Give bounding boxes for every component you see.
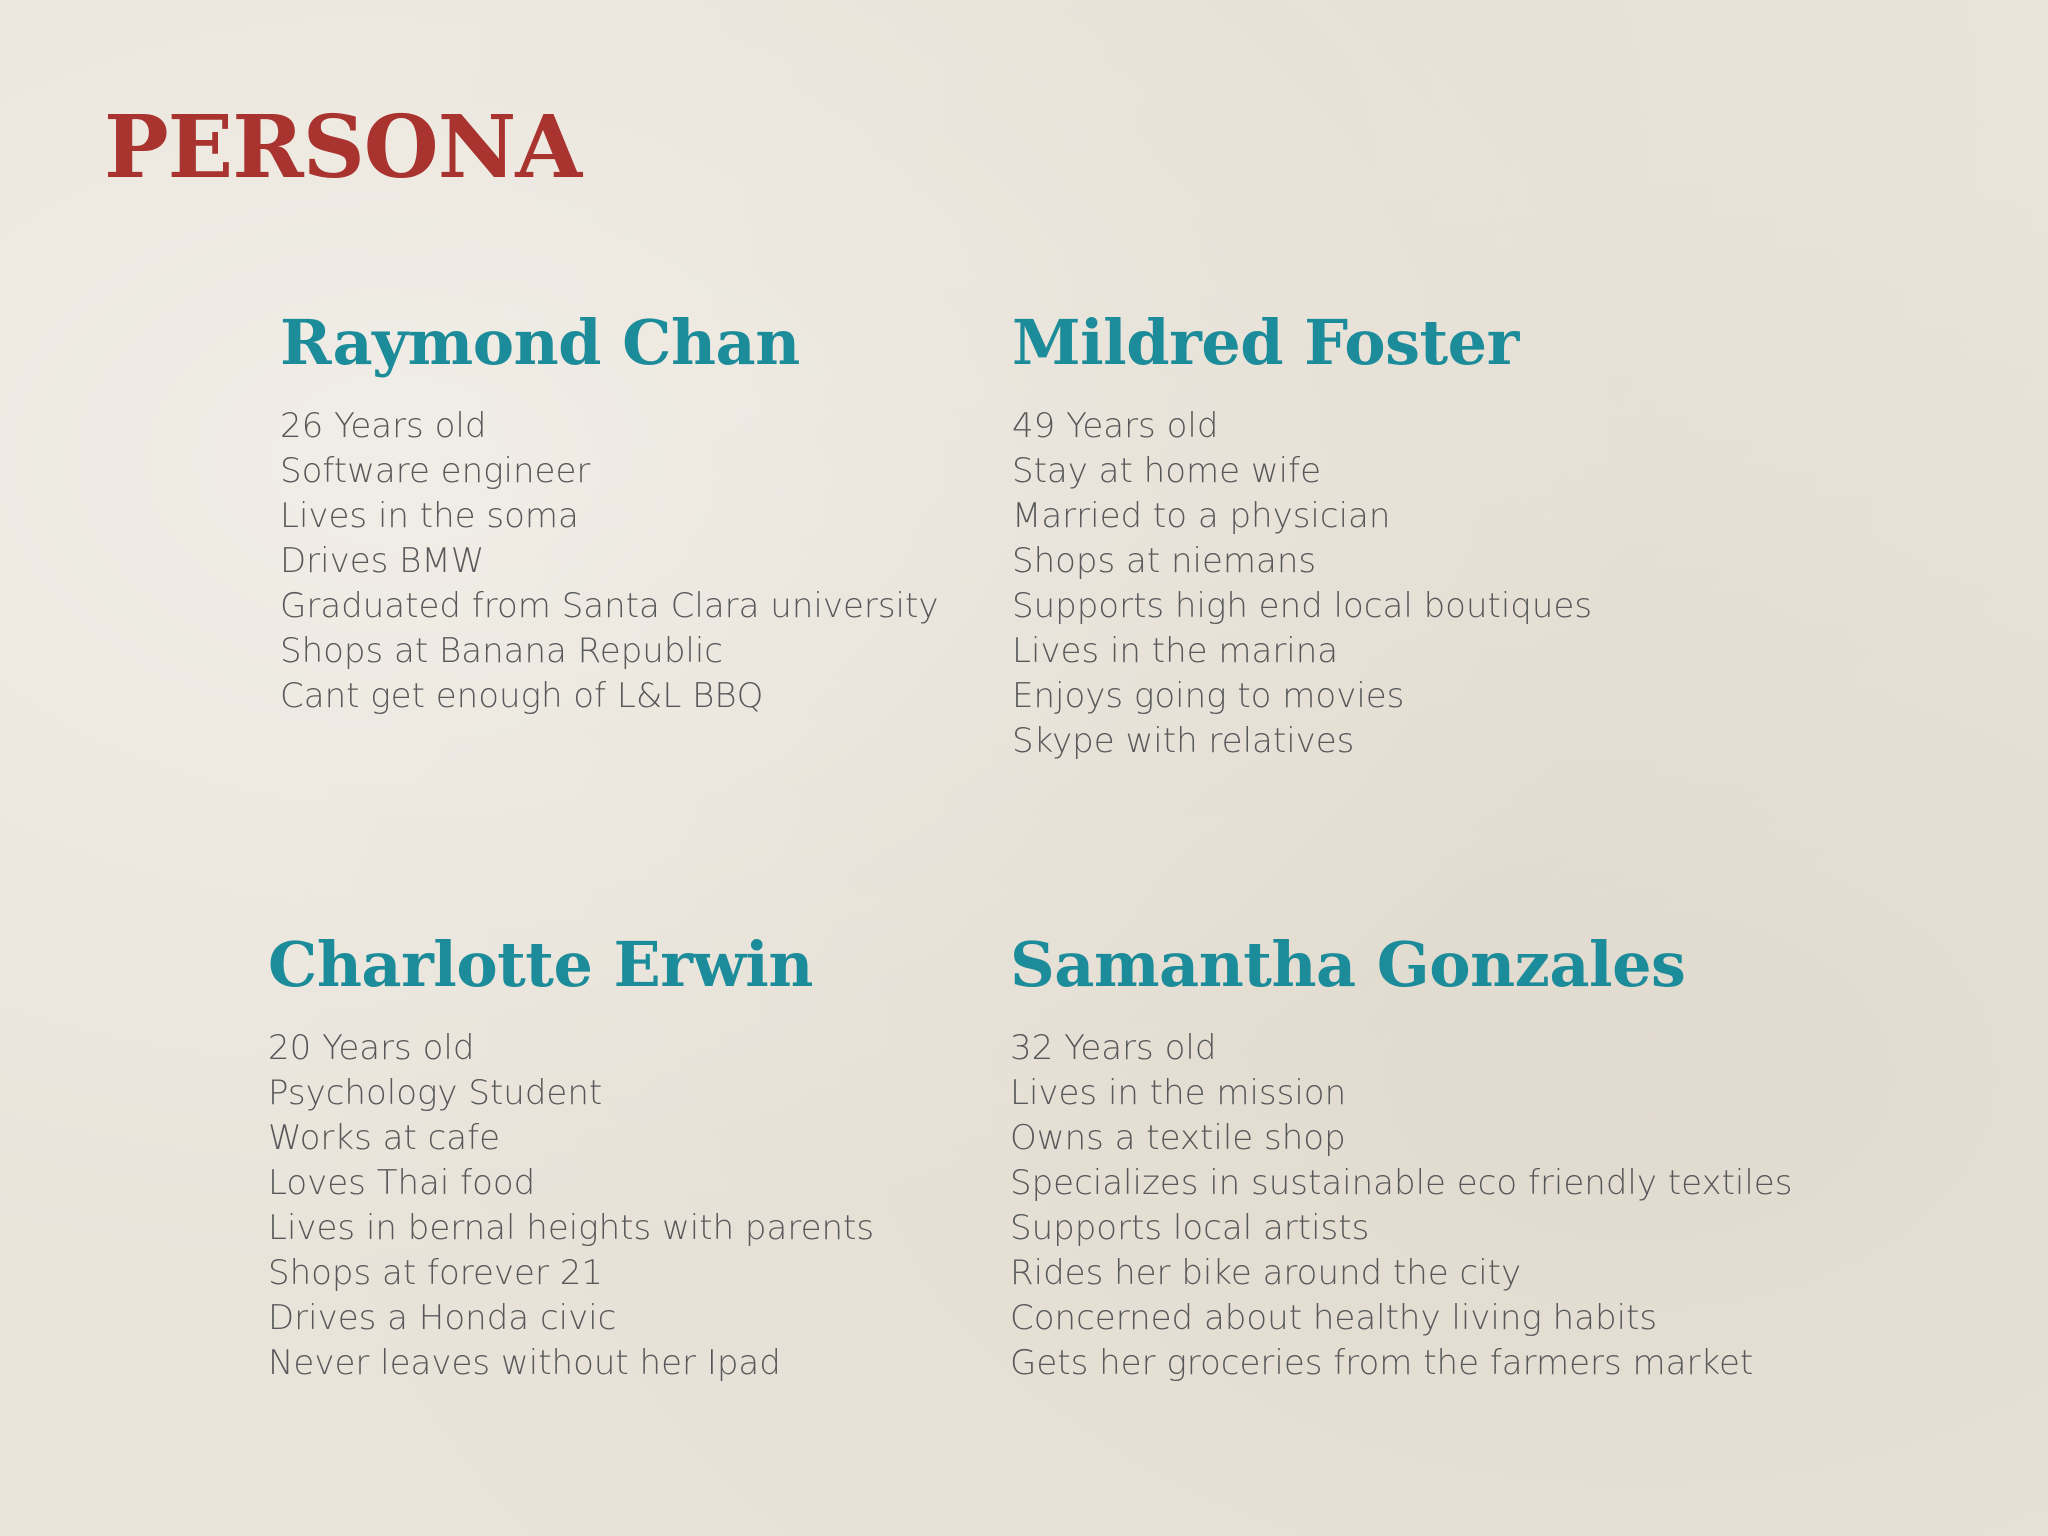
- persona-card: [1010, 928, 1792, 1386]
- persona-trait: Lives in the soma: [280, 496, 579, 537]
- page-title: PERSONA: [104, 97, 582, 198]
- persona-trait: Loves Thai food: [268, 1163, 536, 1204]
- persona-trait: Psychology Student: [268, 1073, 603, 1114]
- persona-trait: 49 Years old: [1012, 406, 1219, 447]
- persona-trait: 32 Years old: [1010, 1028, 1217, 1069]
- persona-trait: Lives in the marina: [1012, 631, 1339, 672]
- persona-traits: [280, 404, 938, 719]
- persona-trait: Concerned about healthy living habits: [1010, 1298, 1658, 1339]
- persona-trait: Supports local artists: [1010, 1208, 1370, 1249]
- persona-trait: Cant get enough of L&L BBQ: [280, 676, 764, 717]
- persona-traits: [1010, 1026, 1792, 1386]
- persona-card: [1012, 306, 1592, 764]
- persona-trait: Skype with relatives: [1012, 721, 1355, 762]
- persona-trait: Never leaves without her Ipad: [268, 1343, 781, 1384]
- persona-trait: Supports high end local boutiques: [1012, 586, 1593, 627]
- persona-trait: Shops at Banana Republic: [280, 631, 723, 672]
- persona-card: [280, 306, 938, 719]
- persona-trait: Rides her bike around the city: [1010, 1253, 1522, 1294]
- persona-trait: Drives BMW: [280, 541, 485, 582]
- persona-trait: Graduated from Santa Clara university: [280, 586, 939, 627]
- persona-trait: 26 Years old: [280, 406, 487, 447]
- persona-trait: Specializes in sustainable eco friendly textiles: [1010, 1163, 1793, 1204]
- persona-name: Mildred Foster: [1012, 306, 1519, 379]
- persona-trait: 20 Years old: [268, 1028, 475, 1069]
- persona-traits: [268, 1026, 874, 1386]
- persona-trait: Drives a Honda civic: [268, 1298, 617, 1339]
- persona-trait: Owns a textile shop: [1010, 1118, 1346, 1159]
- persona-card: [268, 928, 874, 1386]
- persona-trait: Enjoys going to movies: [1012, 676, 1405, 717]
- persona-trait: Lives in the mission: [1010, 1073, 1347, 1114]
- persona-trait: Married to a physician: [1012, 496, 1391, 537]
- persona-trait: Stay at home wife: [1012, 451, 1321, 492]
- persona-name: Charlotte Erwin: [268, 928, 813, 1001]
- persona-traits: [1012, 404, 1592, 764]
- persona-name: Samantha Gonzales: [1010, 928, 1686, 1001]
- persona-trait: Lives in bernal heights with parents: [268, 1208, 875, 1249]
- persona-trait: Shops at niemans: [1012, 541, 1317, 582]
- persona-trait: Shops at forever 21: [268, 1253, 604, 1294]
- persona-name: Raymond Chan: [280, 306, 800, 379]
- persona-trait: Works at cafe: [268, 1118, 501, 1159]
- persona-trait: Software engineer: [280, 451, 591, 492]
- persona-trait: Gets her groceries from the farmers market: [1010, 1343, 1754, 1384]
